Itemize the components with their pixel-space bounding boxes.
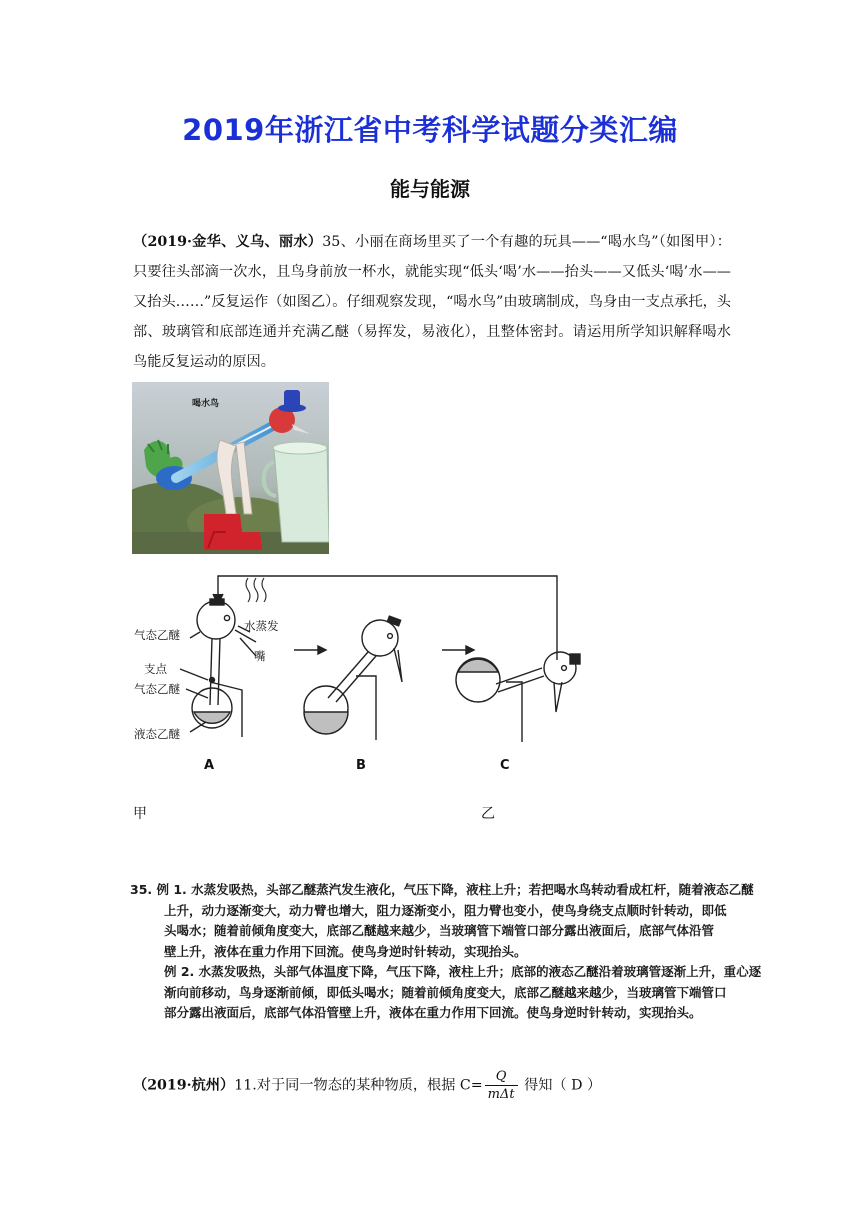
stage-a-label: A (204, 758, 215, 773)
fraction-numerator: Q (485, 1068, 518, 1086)
question-35 (133, 227, 731, 377)
document-title: 2019年浙江省中考科学试题分类汇编 (182, 113, 678, 147)
answer-line: 35. 例 1. 水蒸发吸热，头部乙醚蒸汽发生液化，气压下降，液柱上升；若把喝水鸟转动看成杠杆，随着液态乙醚 (130, 882, 754, 897)
drinking-bird-diagram (130, 572, 590, 782)
cycle-arrow (218, 576, 557, 660)
answer-line: 渐向前移动，鸟身逐渐前倾，即低头喝水；随着前倾角度变大，底部乙醚越来越少，当玻璃管下端管口 (164, 984, 727, 1000)
answer-line: 上升，动力逐渐变大，动力臂也增大，阻力逐渐变小，阻力臂也变小，使鸟身绕支点顺时针转动，即低 (164, 902, 727, 918)
answer-line: 壁上升，液体在重力作用下回流。使鸟身逆时针转动，实现抬头。 (164, 943, 527, 959)
label-pivot: 支点 (144, 662, 167, 676)
figure-caption-jia: 甲 (133, 806, 147, 822)
answer-line: 头喝水；随着前倾角度变大，底部乙醚越来越少，当玻璃管下端管口部分露出液面后，底部气体沿管 (164, 923, 715, 938)
label-gas-ether-mid: 气态乙醚 (134, 682, 180, 696)
label-evaporation: 水蒸发 (244, 619, 279, 633)
question-11-text: 11.对于同一物态的某种物质，根据 C= (234, 1077, 483, 1094)
label-liquid-ether: 液态乙醚 (134, 727, 180, 741)
label-gas-ether-top: 气态乙醚 (134, 628, 180, 642)
section-title: 能与能源 (390, 177, 470, 201)
answer-line: 部分露出液面后，底部气体沿管壁上升，液体在重力作用下回流。使鸟身逆时针转动，实现抬头。 (164, 1005, 702, 1020)
question-11-answer: 得知（ D ） (519, 1077, 602, 1094)
stage-c-label: C (500, 758, 510, 773)
drinking-bird-photo (132, 382, 329, 554)
formula-fraction (485, 1068, 518, 1103)
photo-label: 喝水鸟 (192, 399, 220, 409)
label-beak: 嘴 (254, 649, 266, 663)
question-35-text: 35、小丽在商场里买了一个有趣的玩具——“喝水鸟”（如图甲）：只要往头部滴一次水，且鸟身前放一杯水，就能实现“低头‘喝’水——抬头——又低头‘喝’水——又抬头……”反复运作（如图乙）。仔细观察发现，“喝水鸟”由玻璃制成，鸟身由一支点承托，头部、玻璃管和底部连通并充满乙醚（易挥发，易液化），且整体密封。请运用所学知识解释喝水鸟能反复运动的原因。 (133, 234, 731, 370)
figure-caption-yi: 乙 (481, 806, 495, 822)
question-11 (133, 1068, 601, 1103)
stage-b-label: B (356, 758, 366, 773)
answer-line: 例 2. 水蒸发吸热，头部气体温度下降，气压下降，液柱上升；底部的液态乙醚沿着玻璃管逐渐上升，重心逐 (164, 964, 762, 979)
fraction-denominator: mΔt (487, 1087, 515, 1102)
question-35-source: （2019·金华、义乌、丽水） (133, 234, 323, 250)
question-11-source: （2019·杭州） (133, 1077, 235, 1094)
answer-35-scan (130, 880, 836, 1040)
